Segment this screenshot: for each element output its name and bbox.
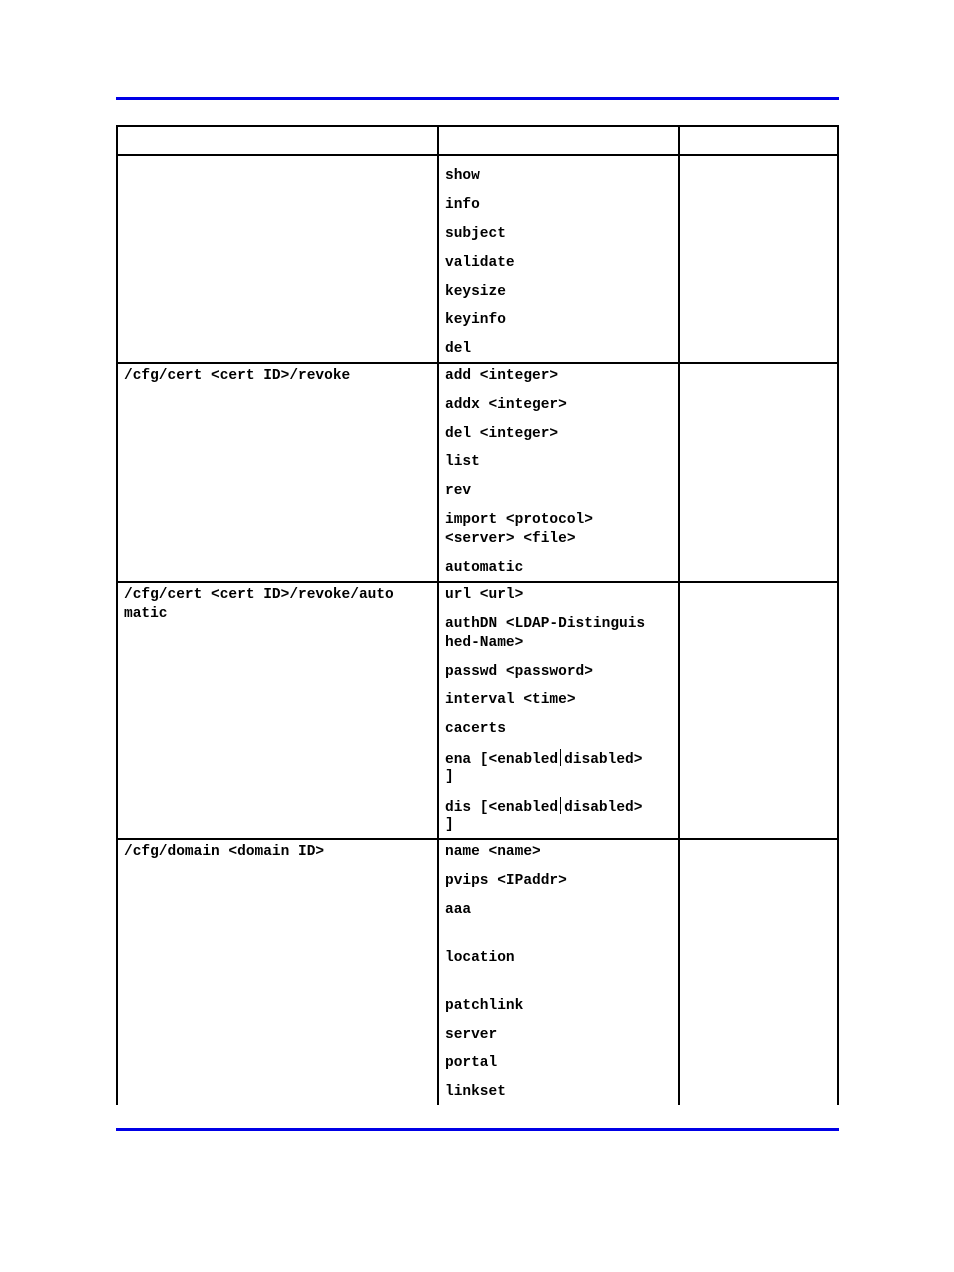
- command-dis-continued: ]: [445, 817, 454, 833]
- row-divider: [118, 362, 837, 364]
- menu-path: /cfg/cert <cert ID>/revoke: [124, 368, 351, 384]
- command-dis-part1: dis [<enabled: [445, 800, 559, 816]
- command-import: import <protocol>: [445, 512, 593, 528]
- command-interval: interval <time>: [445, 692, 576, 708]
- command-location: location: [445, 950, 515, 966]
- column-divider: [678, 127, 680, 1105]
- command-table: [116, 125, 839, 1105]
- pipe-separator: [560, 749, 561, 766]
- command-del: del <integer>: [445, 426, 559, 442]
- command-del: del: [445, 341, 472, 357]
- column-divider: [437, 127, 439, 1105]
- header-row-divider: [118, 154, 837, 156]
- command-addx: addx <integer>: [445, 397, 567, 413]
- command-passwd: passwd <password>: [445, 664, 593, 680]
- command-list: list: [445, 454, 480, 470]
- command-aaa: aaa: [445, 902, 472, 918]
- menu-path: /cfg/cert <cert ID>/revoke/auto: [124, 587, 394, 603]
- command-automatic: automatic: [445, 560, 524, 576]
- command-ena-part2: disabled>: [564, 752, 643, 768]
- command-pvips: pvips <IPaddr>: [445, 873, 567, 889]
- command-keysize: keysize: [445, 284, 506, 300]
- pipe-separator: [560, 797, 561, 814]
- command-info: info: [445, 197, 480, 213]
- command-ena: [445, 749, 642, 770]
- footer-rule: [116, 1128, 839, 1131]
- command-ena-continued: ]: [445, 769, 454, 785]
- command-authdn: authDN <LDAP-Distinguis: [445, 616, 646, 632]
- menu-path-continued: matic: [124, 606, 168, 622]
- command-portal: portal: [445, 1055, 498, 1071]
- command-ena-part1: ena [<enabled: [445, 752, 559, 768]
- command-linkset: linkset: [445, 1084, 506, 1100]
- row-divider: [118, 838, 837, 840]
- command-server: server: [445, 1027, 498, 1043]
- command-dis-part2: disabled>: [564, 800, 643, 816]
- command-show: show: [445, 168, 480, 184]
- row-divider: [118, 581, 837, 583]
- command-authdn-continued: hed-Name>: [445, 635, 524, 651]
- command-import-continued: <server> <file>: [445, 531, 576, 547]
- command-keyinfo: keyinfo: [445, 312, 506, 328]
- command-url: url <url>: [445, 587, 524, 603]
- command-name: name <name>: [445, 844, 541, 860]
- command-patchlink: patchlink: [445, 998, 524, 1014]
- command-cacerts: cacerts: [445, 721, 506, 737]
- command-subject: subject: [445, 226, 506, 242]
- menu-path: /cfg/domain <domain ID>: [124, 844, 325, 860]
- command-rev: rev: [445, 483, 472, 499]
- header-rule: [116, 97, 839, 100]
- command-validate: validate: [445, 255, 515, 271]
- command-dis: [445, 797, 642, 818]
- command-add: add <integer>: [445, 368, 559, 384]
